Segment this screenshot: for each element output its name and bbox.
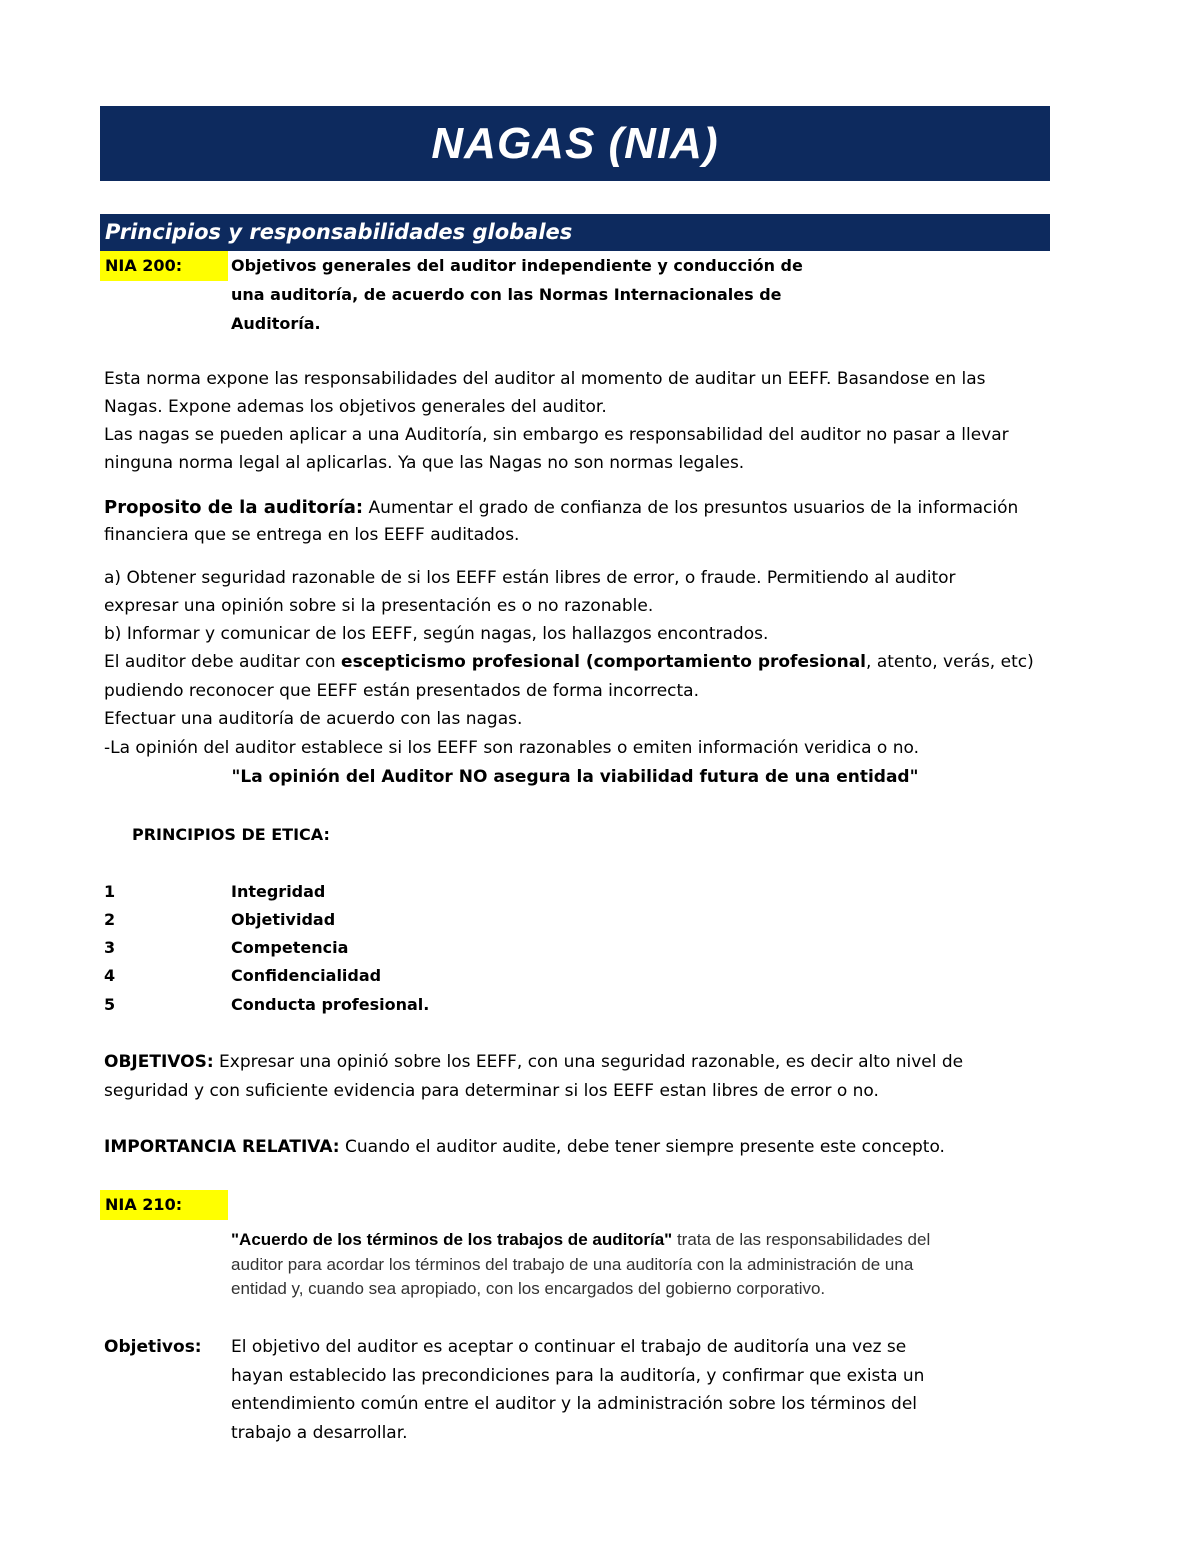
point-line: a) Obtener seguridad razonable de si los EEFF están libres de error, o fraude. Permitiendo al auditor	[104, 568, 956, 588]
materiality-label: IMPORTANCIA RELATIVA:	[104, 1137, 340, 1157]
nia210-description-line: entidad y, cuando sea apropiado, con los encargados del gobierno corporativo.	[231, 1279, 826, 1298]
ethics-heading: PRINCIPIOS DE ETICA:	[132, 825, 330, 844]
paragraph-line: Esta norma expone las responsabilidades del auditor al momento de auditar un EEFF. Basandose en las	[104, 369, 986, 389]
nia210-objectives-line: El objetivo del auditor es aceptar o continuar el trabajo de auditoría una vez se	[231, 1337, 907, 1357]
skepticism-post: , atento, verás, etc)	[866, 652, 1034, 672]
nia210-quote-title: "Acuerdo de los términos de los trabajos de auditoría"	[231, 1230, 673, 1249]
ethics-item: Objetividad	[231, 910, 336, 929]
purpose-label: Proposito de la auditoría:	[104, 497, 364, 518]
objectives-line	[104, 1048, 963, 1077]
nia210-objectives-line: entendimiento común entre el auditor y la administración sobre los términos del	[231, 1394, 918, 1414]
paragraph-line: Nagas. Expone ademas los objetivos generales del auditor.	[104, 397, 607, 417]
ethics-item: Competencia	[231, 938, 349, 957]
nia200-objective-line: una auditoría, de acuerdo con las Normas Internacionales de	[231, 285, 782, 304]
materiality-text: Cuando el auditor audite, debe tener siempre presente este concepto.	[339, 1137, 945, 1157]
purpose-text: Aumentar el grado de confianza de los presuntos usuarios de la información	[363, 498, 1019, 518]
objectives-text-continued: seguridad y con suficiente evidencia para determinar si los EEFF estan libres de error o no.	[104, 1081, 879, 1101]
nia200-label: NIA 200:	[100, 251, 228, 281]
skepticism-bold: escepticismo profesional (comportamiento profesional	[341, 652, 867, 672]
section-heading: Principios y responsabilidades globales	[100, 214, 1050, 251]
ethics-number: 4	[104, 966, 116, 985]
ethics-number: 1	[104, 882, 116, 901]
ethics-item: Conducta profesional.	[231, 995, 430, 1014]
ethics-item: Integridad	[231, 882, 326, 901]
purpose-text-continued: financiera que se entrega en los EEFF auditados.	[104, 525, 520, 545]
text-line: Efectuar una auditoría de acuerdo con las nagas.	[104, 709, 523, 729]
page-title: NAGAS (NIA)	[100, 106, 1050, 181]
nia210-description-line: auditor para acordar los términos del trabajo de una auditoría con la administración de una	[231, 1255, 914, 1274]
paragraph-line: ninguna norma legal al aplicarlas. Ya que las Nagas no son normas legales.	[104, 453, 745, 473]
ethics-number: 3	[104, 938, 116, 957]
objectives-label: OBJETIVOS:	[104, 1052, 214, 1072]
ethics-number: 5	[104, 995, 116, 1014]
ethics-number: 2	[104, 910, 116, 929]
nia210-objectives-line: hayan establecido las precondiciones para la auditoría, y confirmar que exista un	[231, 1366, 925, 1386]
ethics-item: Confidencialidad	[231, 966, 382, 985]
purpose-line	[104, 493, 1018, 523]
text-line: pudiendo reconocer que EEFF están presentados de forma incorrecta.	[104, 681, 699, 701]
nia210-objectives-label: Objetivos:	[104, 1337, 202, 1357]
point-line: expresar una opinión sobre si la presentación es o no razonable.	[104, 596, 654, 616]
skepticism-pre: El auditor debe auditar con	[104, 652, 342, 672]
nia200-objective-line: Auditoría.	[231, 314, 321, 333]
auditor-quote: "La opinión del Auditor NO asegura la viabilidad futura de una entidad"	[231, 767, 919, 787]
nia210-description-line	[231, 1228, 930, 1252]
paragraph-line: Las nagas se pueden aplicar a una Auditoría, sin embargo es responsabilidad del auditor no pasar a llevar	[104, 425, 1009, 445]
nia200-objective-line: Objetivos generales del auditor independiente y conducción de	[231, 256, 803, 275]
nia210-label: NIA 210:	[100, 1190, 228, 1220]
nia210-desc: trata de las responsabilidades del	[672, 1230, 931, 1249]
skepticism-line	[104, 648, 1034, 677]
point-line: b) Informar y comunicar de los EEFF, según nagas, los hallazgos encontrados.	[104, 624, 769, 644]
objectives-text: Expresar una opinió sobre los EEFF, con una seguridad razonable, es decir alto nivel de	[213, 1052, 964, 1072]
materiality-line	[104, 1133, 945, 1162]
text-line: -La opinión del auditor establece si los EEFF son razonables o emiten información veridica o no.	[104, 738, 919, 758]
nia210-objectives-line: trabajo a desarrollar.	[231, 1423, 408, 1443]
